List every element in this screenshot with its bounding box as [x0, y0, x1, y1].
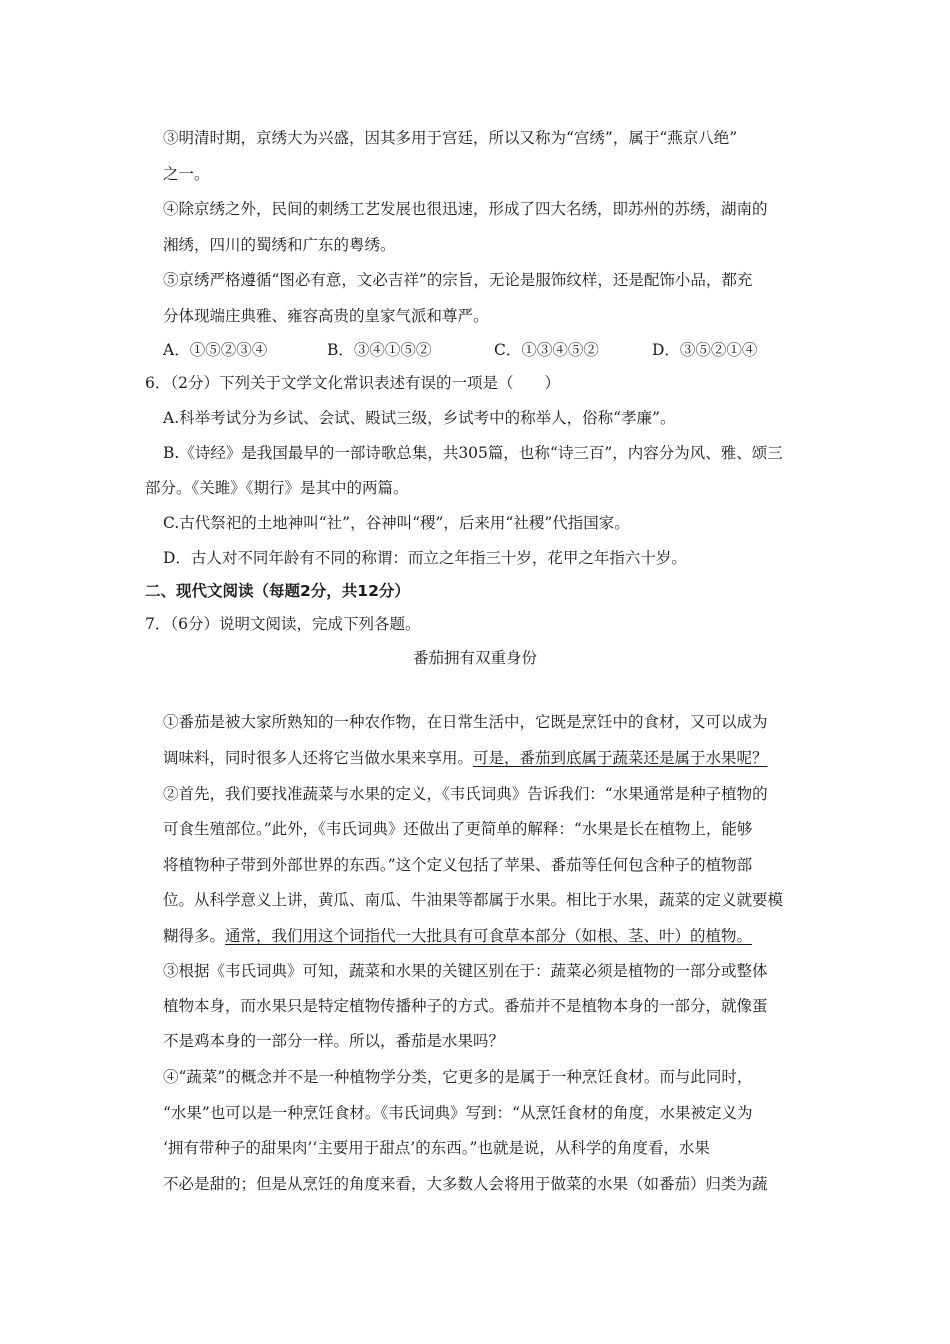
sentence-5-line-2: 分体现端庄典雅、雍容高贵的皇家气派和尊严。	[163, 307, 489, 325]
passage-p3-line-3: 不是鸡本身的一部分一样。所以，番茄是水果吗？	[163, 1032, 505, 1050]
q6-stem: 6．（2分）下列关于文学文化常识表述有误的一项是（ ）	[145, 374, 560, 392]
sentence-4-line-2: 湘绣，四川的蜀绣和广东的粤绣。	[163, 236, 396, 254]
passage-p2-line-3: 将植物种子带到外部世界的东西。”这个定义包括了苹果、番茄等任何包含种子的植物部	[163, 856, 753, 874]
passage-p4-line-1: ④“蔬菜”的概念并不是一种植物学分类，它更多的是属于一种烹饪食材。而与此同时，	[163, 1068, 753, 1086]
q6-option-d[interactable]: D．古人对不同年龄有不同的称谓：而立之年指三十岁，花甲之年指六十岁。	[163, 549, 687, 567]
passage-p2-line-4: 位。从科学意义上讲，黄瓜、南瓜、牛油果等都属于水果。相比于水果，蔬菜的定义就要模	[163, 891, 784, 909]
underlined-definition-sentence: 通常，我们用这个词指代一大批具有可食草本部分（如根、茎、叶）的植物。	[225, 927, 753, 945]
passage-p3-line-2: 植物本身，而水果只是特定植物传播种子的方式。番茄并不是植物本身的一部分，就像蛋	[163, 997, 768, 1015]
sentence-5-line-1: ⑤京绣严格遵循“图必有意，文必吉祥”的宗旨，无论是服饰纹样，还是配饰小品，都充	[163, 271, 753, 289]
passage-title: 番茄拥有双重身份	[412, 649, 537, 667]
passage-p1-line-1: ①番茄是被大家所熟知的一种农作物，在日常生活中，它既是烹饪中的食材，又可以成为	[163, 713, 768, 731]
q6-option-a[interactable]: A.科举考试分为乡试、会试、殿试三级，乡试考中的称举人，俗称“孝廉”。	[163, 409, 676, 427]
passage-p3-line-1: ③根据《韦氏词典》可知，蔬菜和水果的关键区别在于：蔬菜必须是植物的一部分或整体	[163, 962, 768, 980]
sentence-4-line-1: ④除京绣之外，民间的刺绣工艺发展也很迅速，形成了四大名绣，即苏州的苏绣，湖南的	[163, 200, 768, 218]
passage-p1-line-2	[163, 748, 768, 768]
q6-option-b-line-2[interactable]: 部分。《关雎》《期行》是其中的两篇。	[145, 479, 409, 497]
q5-option-a[interactable]: A．①⑤②③④	[163, 341, 268, 359]
passage-p2-line-5	[163, 926, 752, 946]
underlined-question-sentence: 可是，番茄到底属于蔬菜还是属于水果呢？	[473, 749, 768, 767]
passage-p2-line-1: ②首先，我们要找准蔬菜与水果的定义，《韦氏词典》告诉我们：“水果通常是种子植物的	[163, 785, 768, 803]
passage-p4-line-3: ‘拥有带种子的甜果肉’‘主要用于甜点’的东西。”也就是说，从科学的角度看，水果	[163, 1139, 710, 1157]
passage-p2-text: 糊得多。	[163, 927, 226, 945]
passage-p4-line-2: “水果”也可以是一种烹饪食材。《韦氏词典》写到：“从烹饪食材的角度，水果被定义为	[163, 1104, 753, 1122]
q7-stem: 7．（6分）说明文阅读，完成下列各题。	[145, 615, 421, 633]
q5-option-d[interactable]: D．③⑤②①④	[652, 341, 758, 359]
passage-p1-text: 调味料，同时很多人还将它当做水果来享用。	[163, 749, 474, 767]
q5-option-b[interactable]: B．③④①⑤②	[327, 341, 432, 359]
sentence-3-line-2: 之一。	[163, 165, 210, 183]
q5-option-c[interactable]: C．①③④⑤②	[494, 341, 599, 359]
q6-option-b-line-1[interactable]: B.《诗经》是我国最早的一部诗歌总集，共305篇，也称“诗三百”，内容分为风、雅、颂三	[163, 444, 783, 462]
passage-p2-line-2: 可食生殖部位。”此外，《韦氏词典》还做出了更简单的解释：“水果是长在植物上，能够	[163, 820, 753, 838]
passage-p4-line-4: 不必是甜的；但是从烹饪的角度来看，大多数人会将用于做菜的水果（如番茄）归类为蔬	[163, 1175, 768, 1193]
sentence-3-line-1: ③明清时期，京绣大为兴盛，因其多用于宫廷，所以又称为“宫绣”，属于“燕京八绝”	[163, 129, 738, 147]
q6-option-c[interactable]: C.古代祭祀的土地神叫“社”，谷神叫“稷”，后来用“社稷”代指国家。	[163, 514, 630, 532]
section-2-heading: 二、现代文阅读（每题2分，共12分）	[145, 582, 410, 600]
